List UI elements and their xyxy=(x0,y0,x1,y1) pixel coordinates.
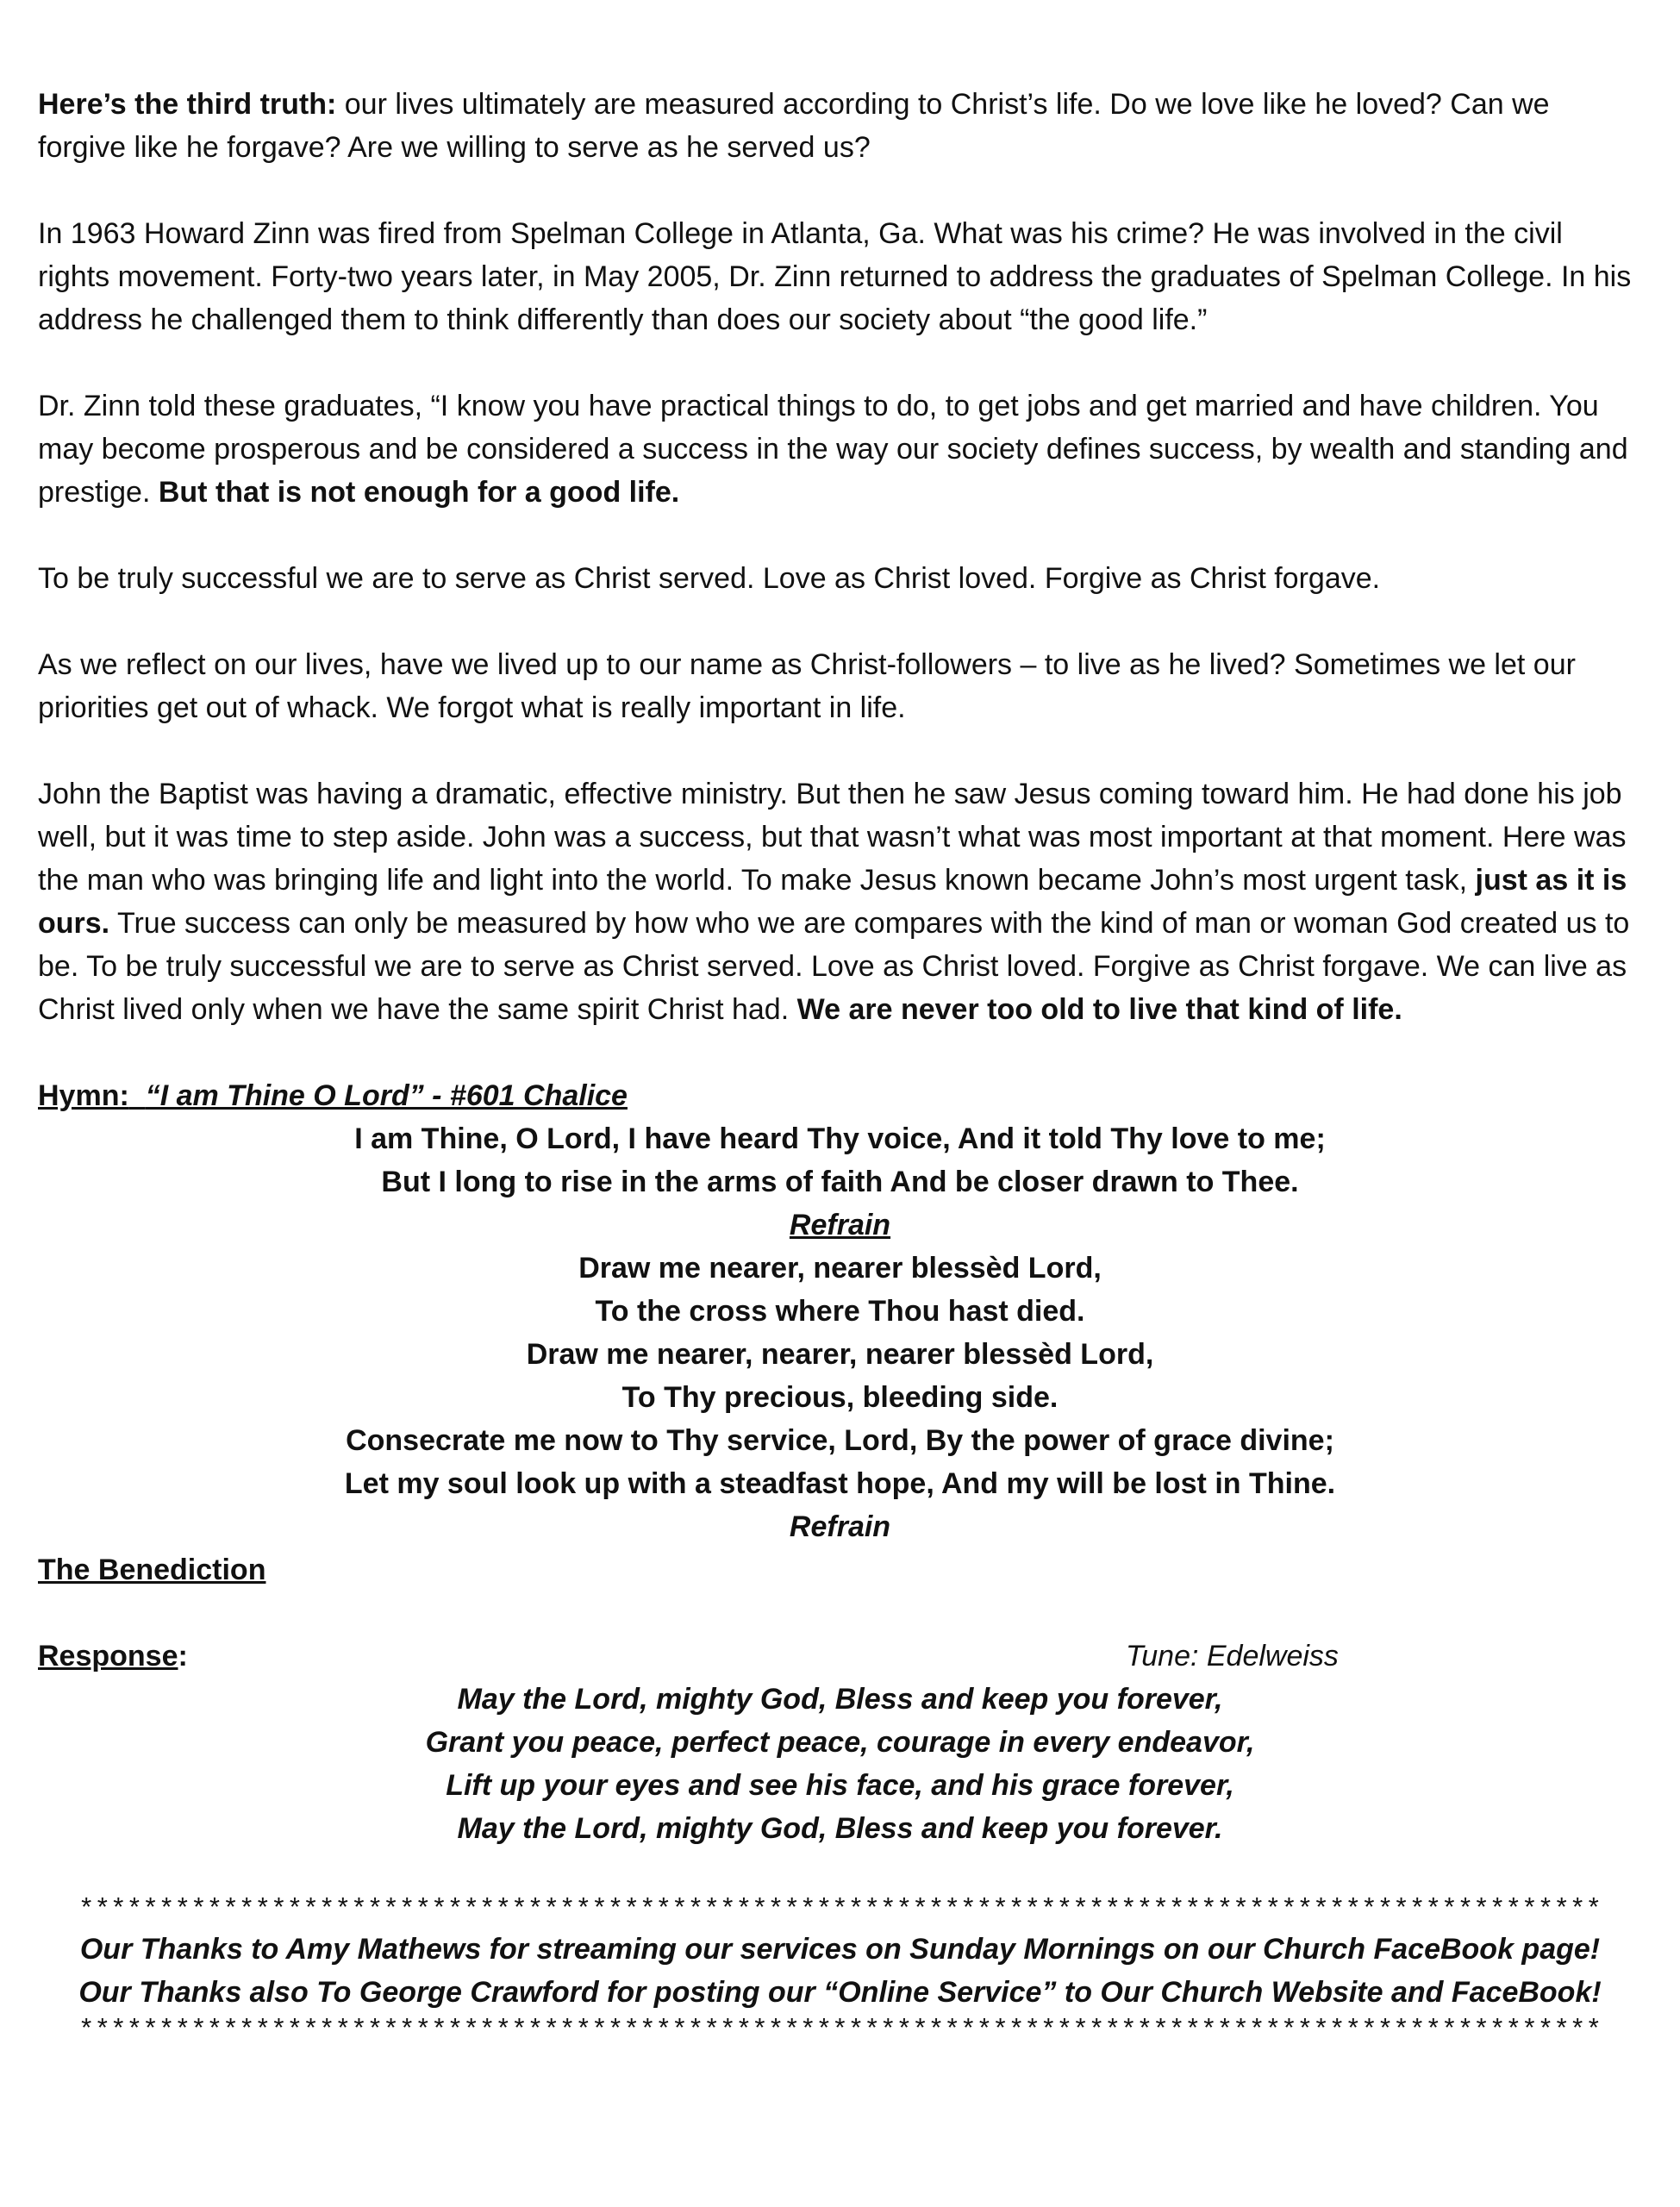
spacer xyxy=(38,1850,1642,1893)
paragraph-john-baptist xyxy=(38,772,1642,1031)
response-label: Response xyxy=(38,1640,178,1672)
refrain-end-label: Refrain xyxy=(789,1510,891,1543)
hymn-line: But I long to rise in the arms of faith And be closer drawn to Thee. xyxy=(381,1166,1299,1198)
response-row xyxy=(38,1635,1642,1678)
paragraph-zinn-quote xyxy=(38,385,1642,514)
john-text-2: True success can only be measured by how who we are compares with the kind of man or woman God created us to be. To be truly successful we are to serve as Christ served. Love as Christ loved. Forgive as Christ forgave. We can live as Christ lived only when we have the same spirit Christ had. xyxy=(38,907,1630,1026)
paragraph-reflect: As we reflect on our lives, have we lived up to our name as Christ-followers – to live as he lived? Sometimes we let our priorities get out of whack. We forgot what is really important in life. xyxy=(38,648,1576,724)
response-line: Grant you peace, perfect peace, courage in every endeavor, xyxy=(425,1726,1255,1759)
john-bold-1: just as it is ours. xyxy=(38,864,1627,940)
hymn-line: Let my soul look up with a steadfast hope, And my will be lost in Thine. xyxy=(344,1467,1336,1500)
refrain-label: Refrain xyxy=(789,1209,891,1241)
paragraph-truly-successful: To be truly successful we are to serve as Christ served. Love as Christ loved. Forgive as Christ forgave. xyxy=(38,562,1381,595)
thanks-line-george: Our Thanks also To George Crawford for posting our “Online Service” to Our Church Website and FaceBook! xyxy=(78,1976,1602,2009)
hymn-heading xyxy=(38,1074,1642,1117)
star-divider-top: *********************************************************************************************** xyxy=(78,1895,1602,1925)
refrain-line: To the cross where Thou hast died. xyxy=(595,1295,1085,1328)
refrain-line: Draw me nearer, nearer blessèd Lord, xyxy=(578,1252,1102,1285)
refrain-line: Draw me nearer, nearer, nearer blessèd Lord, xyxy=(526,1338,1154,1371)
third-truth-lead: Here’s the third truth: xyxy=(38,88,337,121)
zinn-quote-bold: But that is not enough for a good life. xyxy=(158,476,680,509)
response-line: Lift up your eyes and see his face, and his grace forever, xyxy=(446,1769,1234,1802)
john-bold-2: We are never too old to live that kind of life. xyxy=(796,993,1402,1026)
response-heading xyxy=(38,1635,188,1678)
star-divider-bottom: *********************************************************************************************** xyxy=(78,2016,1602,2046)
hymn-label: Hymn: xyxy=(38,1079,129,1112)
paragraph-howard-zinn: In 1963 Howard Zinn was fired from Spelman College in Atlanta, Ga. What was his crime? He was involved in the civil rights movement. Forty-two years later, in May 2005, Dr. Zinn returned to address the graduates of Spelman College. In his address he challenged them to think differently than does our society about “the good life.” xyxy=(38,217,1632,336)
response-line: May the Lord, mighty God, Bless and keep you forever, xyxy=(457,1683,1223,1716)
hymn-line: I am Thine, O Lord, I have heard Thy voice, And it told Thy love to me; xyxy=(354,1122,1326,1155)
response-colon: : xyxy=(178,1640,188,1672)
paragraph-third-truth xyxy=(38,83,1642,169)
response-line: May the Lord, mighty God, Bless and keep you forever. xyxy=(457,1812,1223,1845)
hymn-line: Consecrate me now to Thy service, Lord, By the power of grace divine; xyxy=(346,1424,1334,1457)
zinn-quote-text: Dr. Zinn told these graduates, “I know you have practical things to do, to get jobs and get married and have children. You may become prosperous and be considered a success in the way our society defines success, by wealth and standing and prestige. xyxy=(38,390,1628,509)
hymn-title: “I am Thine O Lord” - #601 Chalice xyxy=(145,1079,628,1112)
benediction-heading: The Benediction xyxy=(38,1554,266,1586)
thanks-line-amy: Our Thanks to Amy Mathews for streaming our services on Sunday Mornings on our Church FaceBook page! xyxy=(79,1933,1601,1966)
john-text-1: John the Baptist was having a dramatic, effective ministry. But then he saw Jesus coming toward him. He had done his job well, but it was time to step aside. John was a success, but that wasn’t what was most important at that moment. Here was the man who was bringing life and light into the world. To make Jesus known became John’s most urgent task, xyxy=(38,778,1627,897)
tune-label: Tune: Edelweiss xyxy=(1126,1640,1339,1672)
refrain-line: To Thy precious, bleeding side. xyxy=(621,1381,1059,1414)
third-truth-text: our lives ultimately are measured according to Christ’s life. Do we love like he loved? Can we forgive like he forgave? Are we willing to serve as he served us? xyxy=(38,88,1550,164)
